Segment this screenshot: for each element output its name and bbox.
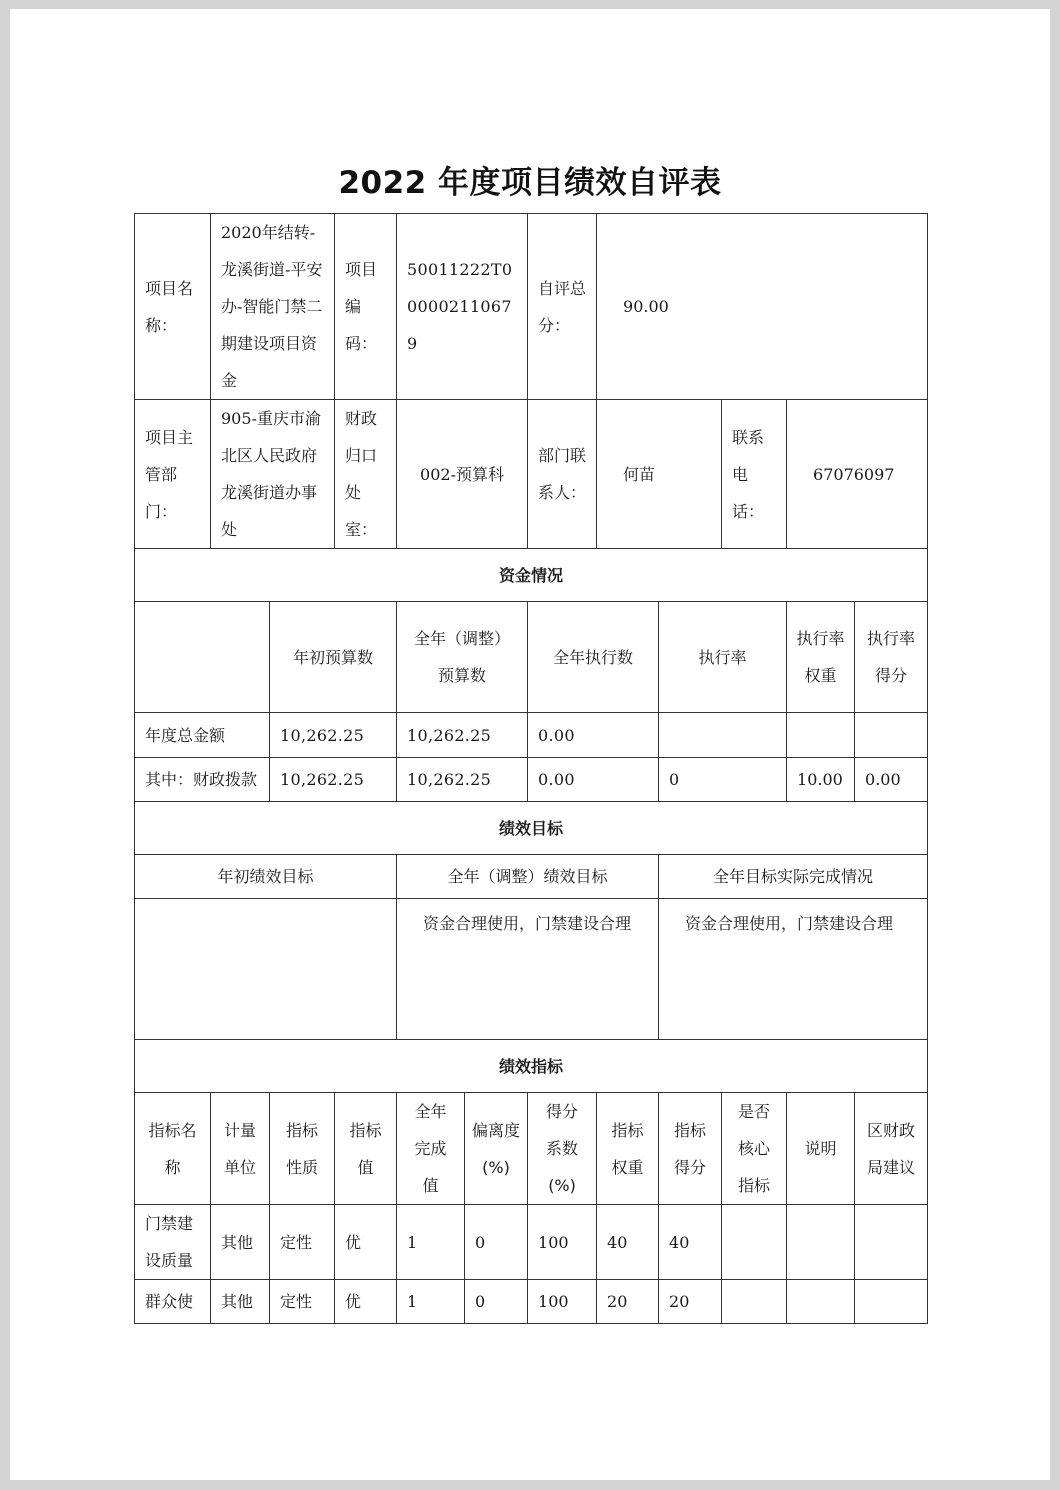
indicator-header: 指标性质 <box>270 1093 335 1205</box>
funds-header-rate-weight: 执行率权重 <box>787 602 855 713</box>
contact-label: 部门联系人： <box>528 400 597 549</box>
funds-row-label: 其中：财政拨款 <box>135 758 270 802</box>
score-label: 自评总分： <box>528 214 597 400</box>
funds-header-initial-budget: 年初预算数 <box>270 602 397 713</box>
indicator-cell: 优 <box>335 1205 397 1280</box>
indicator-cell: 优 <box>335 1280 397 1324</box>
funds-cell <box>659 713 787 758</box>
project-code-label: 项目编码： <box>335 214 397 400</box>
project-name-value: 2020年结转-龙溪街道-平安办-智能门禁二期建设项目资金 <box>211 214 335 400</box>
indicator-header: 是否核心指标 <box>722 1093 787 1205</box>
phone-label: 联系电话： <box>722 400 787 549</box>
indicator-cell: 0 <box>465 1205 528 1280</box>
office-label: 财政归口处室： <box>335 400 397 549</box>
page-title: 2022 年度项目绩效自评表 <box>338 165 722 201</box>
indicator-cell <box>722 1280 787 1324</box>
table-row <box>135 1205 928 1280</box>
funds-header-blank <box>135 602 270 713</box>
funds-cell: 10,262.25 <box>270 713 397 758</box>
indicator-cell: 20 <box>597 1280 659 1324</box>
goals-adjusted-value: 资金合理使用，门禁建设合理 <box>397 899 659 1040</box>
funds-cell: 10,262.25 <box>397 713 528 758</box>
indicator-header: 计量单位 <box>211 1093 270 1205</box>
funds-cell: 10,262.25 <box>397 758 528 802</box>
indicator-cell: 100 <box>528 1205 597 1280</box>
dept-value: 905-重庆市渝北区人民政府龙溪街道办事处 <box>211 400 335 549</box>
dept-label: 项目主管部门： <box>135 400 211 549</box>
indicator-cell: 0 <box>465 1280 528 1324</box>
goals-section-title: 绩效目标 <box>135 802 928 855</box>
project-name-label: 项目名称： <box>135 214 211 400</box>
goals-initial-value <box>135 899 397 1040</box>
indicator-cell: 1 <box>397 1205 465 1280</box>
indicator-header: 得分系数(%) <box>528 1093 597 1205</box>
indicator-header: 指标权重 <box>597 1093 659 1205</box>
indicator-cell: 门禁建设质量 <box>135 1205 211 1280</box>
funds-cell: 0 <box>659 758 787 802</box>
indicator-cell <box>787 1205 855 1280</box>
funds-cell: 0.00 <box>528 758 659 802</box>
indicator-cell: 其他 <box>211 1205 270 1280</box>
phone-value: 67076097 <box>787 400 928 549</box>
funds-header-rate-score: 执行率得分 <box>855 602 928 713</box>
funds-cell: 0.00 <box>528 713 659 758</box>
indicator-header: 指标名称 <box>135 1093 211 1205</box>
funds-header-exec-rate: 执行率 <box>659 602 787 713</box>
indicator-cell: 群众使 <box>135 1280 211 1324</box>
goals-header-actual: 全年目标实际完成情况 <box>659 855 928 899</box>
indicator-header: 全年完成值 <box>397 1093 465 1205</box>
indicator-cell: 20 <box>659 1280 722 1324</box>
funds-cell <box>855 713 928 758</box>
funds-header-executed: 全年执行数 <box>528 602 659 713</box>
indicator-cell <box>722 1205 787 1280</box>
office-value: 002-预算科 <box>397 400 528 549</box>
indicator-header: 区财政局建议 <box>855 1093 928 1205</box>
indicator-cell <box>855 1280 928 1324</box>
indicator-cell: 40 <box>659 1205 722 1280</box>
funds-row-label: 年度总金额 <box>135 713 270 758</box>
indicator-cell: 定性 <box>270 1205 335 1280</box>
score-value: 90.00 <box>597 214 928 400</box>
contact-value: 何苗 <box>597 400 722 549</box>
funds-cell: 0.00 <box>855 758 928 802</box>
indicator-cell: 40 <box>597 1205 659 1280</box>
indicator-cell <box>787 1280 855 1324</box>
funds-header-adjusted-budget: 全年（调整）预算数 <box>397 602 528 713</box>
indicator-cell: 其他 <box>211 1280 270 1324</box>
evaluation-table <box>134 213 928 1324</box>
indicator-header: 偏离度(%) <box>465 1093 528 1205</box>
funds-cell: 10.00 <box>787 758 855 802</box>
goals-actual-value: 资金合理使用，门禁建设合理 <box>659 899 928 1040</box>
funds-section-title: 资金情况 <box>135 549 928 602</box>
indicator-header: 说明 <box>787 1093 855 1205</box>
indicator-cell: 1 <box>397 1280 465 1324</box>
goals-header-initial: 年初绩效目标 <box>135 855 397 899</box>
indicator-cell <box>855 1205 928 1280</box>
table-row <box>135 1280 928 1324</box>
indicator-cell: 100 <box>528 1280 597 1324</box>
project-code-value: 50011222T000002110679 <box>397 214 528 400</box>
indicator-cell: 定性 <box>270 1280 335 1324</box>
funds-cell: 10,262.25 <box>270 758 397 802</box>
funds-cell <box>787 713 855 758</box>
indicator-header: 指标得分 <box>659 1093 722 1205</box>
goals-header-adjusted: 全年（调整）绩效目标 <box>397 855 659 899</box>
indicators-section-title: 绩效指标 <box>135 1040 928 1093</box>
indicator-header: 指标值 <box>335 1093 397 1205</box>
